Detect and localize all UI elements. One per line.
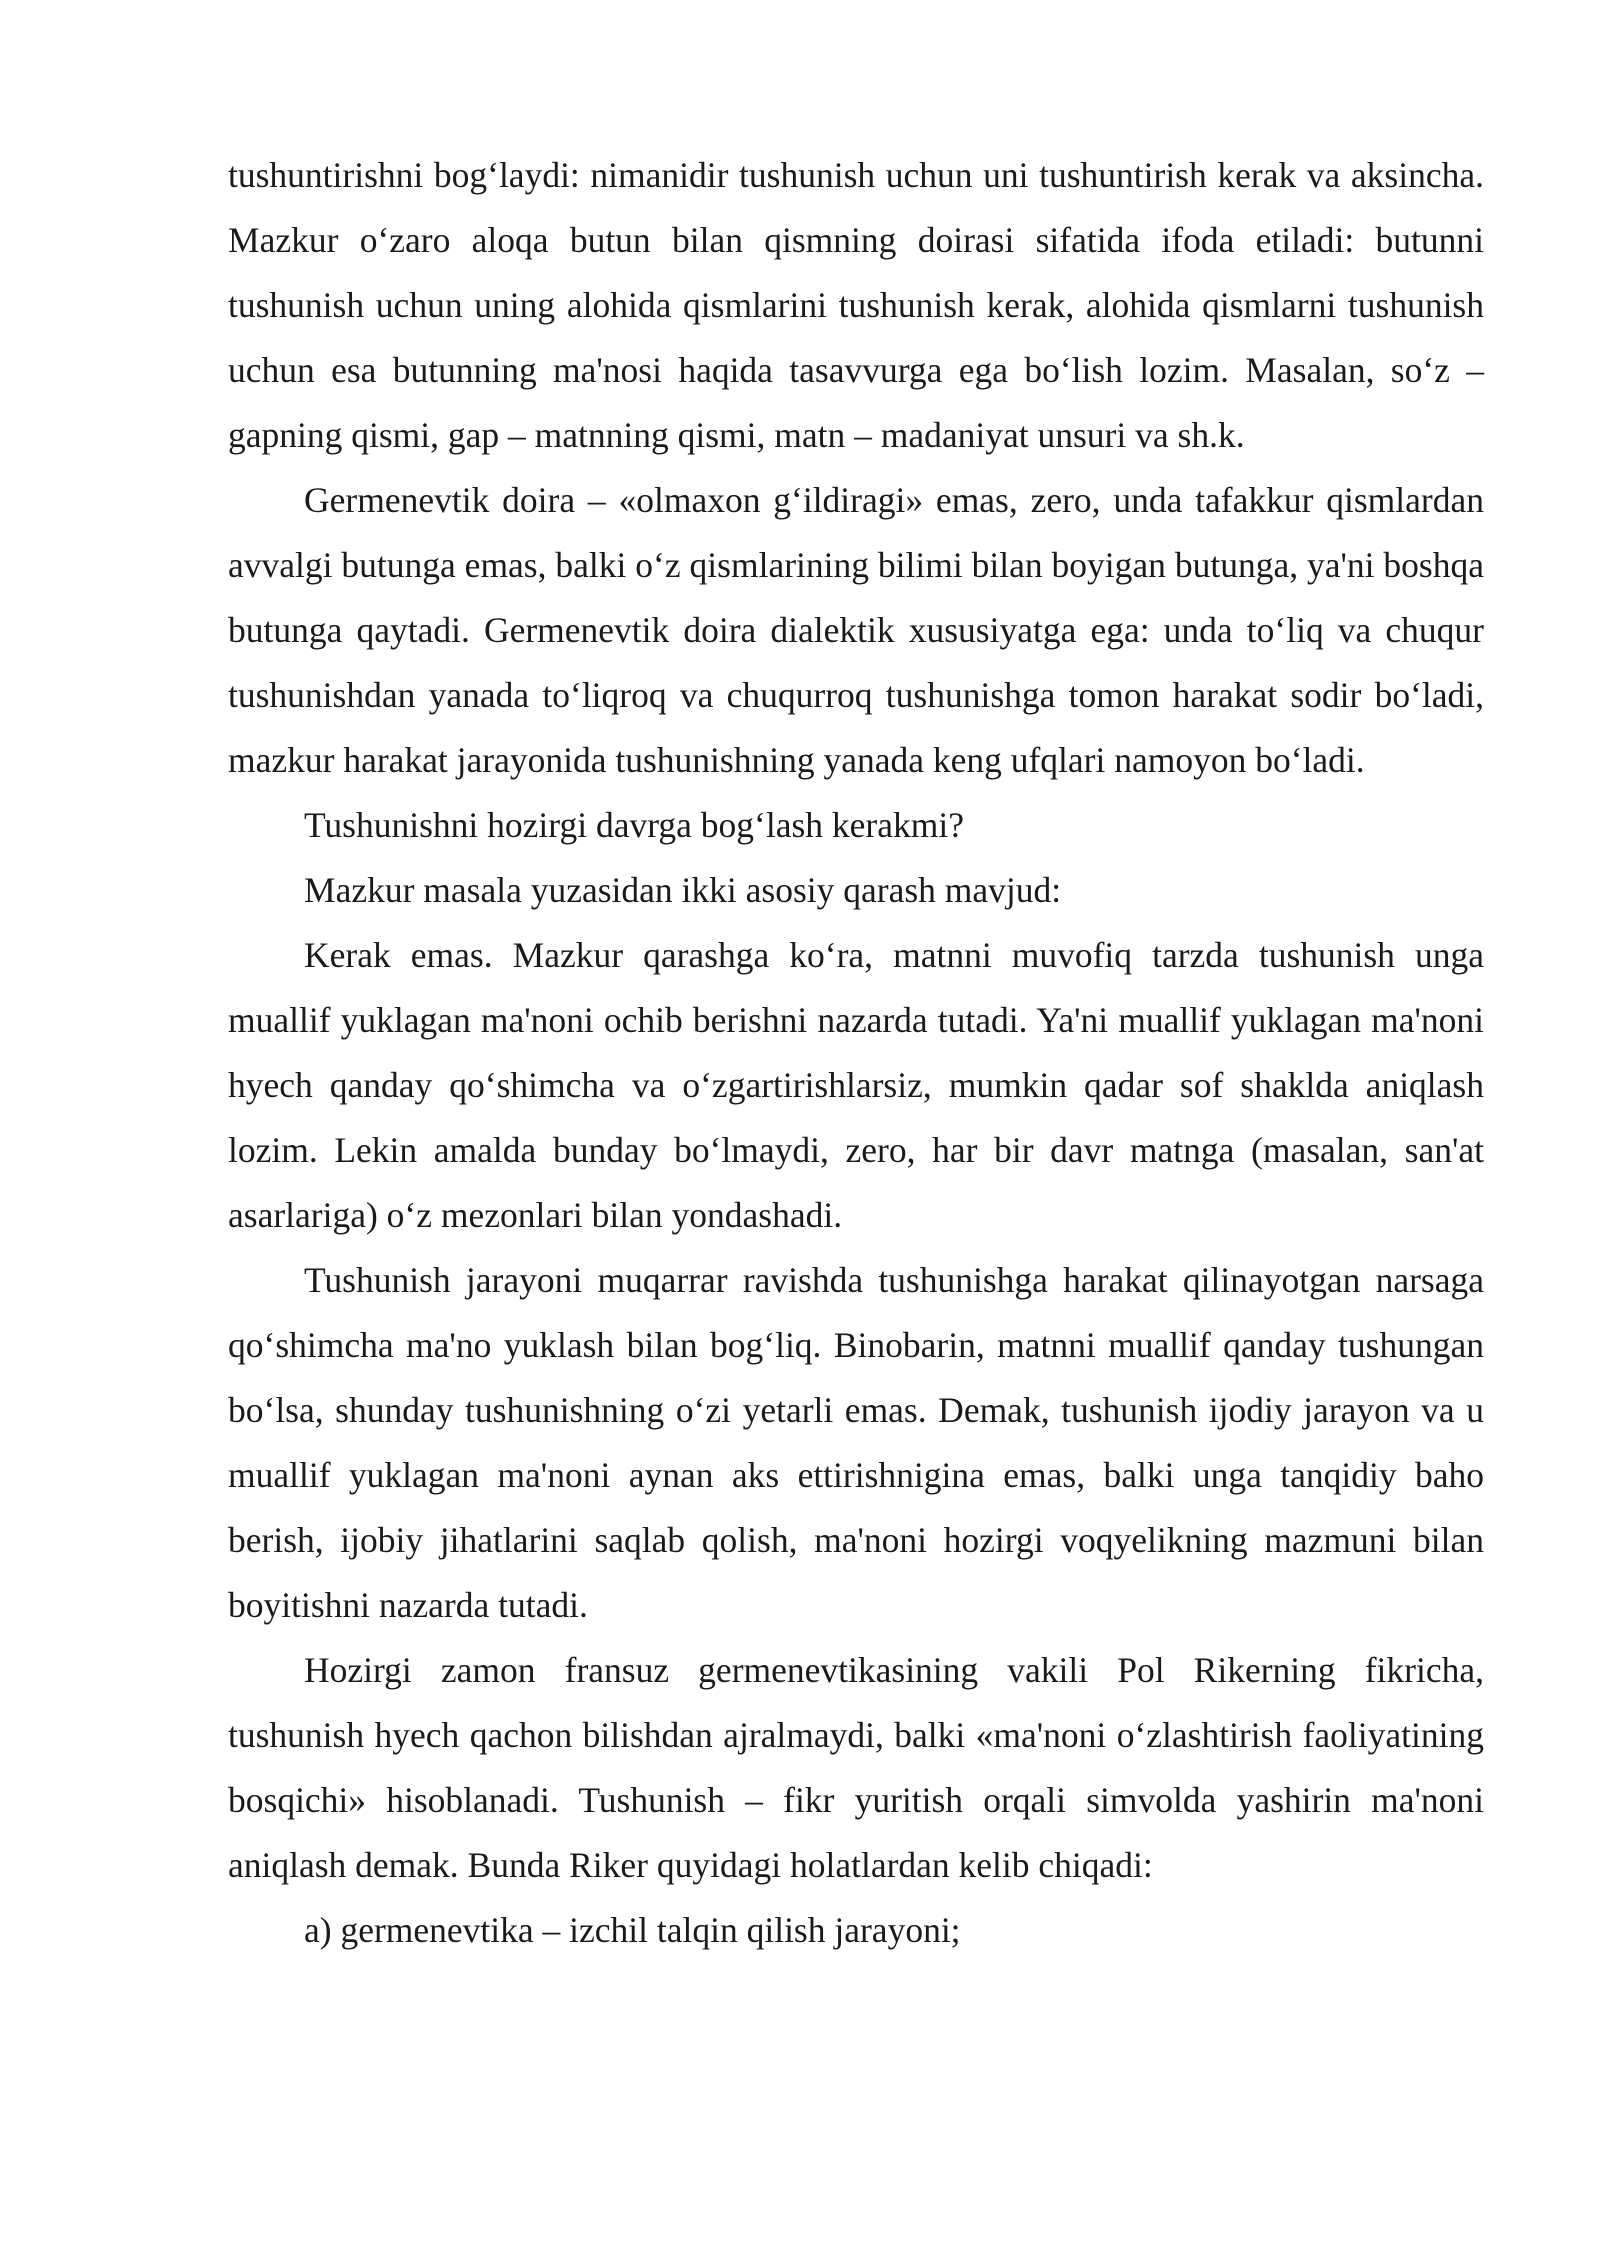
paragraph-question: Tushunishni hozirgi davrga bog‘lash kerakmi? xyxy=(304,805,964,845)
paragraph-continuation: tushuntirishni bog‘laydi: nimanidir tushunish uchun uni tushuntirish kerak va aksincha. Mazkur o‘zaro aloqa butun bilan qismning doirasi sifatida ifoda etiladi: butunni tushunish uchun uning alohida qismlarini tushunish kerak, alohida qismlarni tushunish uchun esa butunning ma'nosi haqida tasavvurga ega bo‘lish lozim. Masalan, so‘z – gapning qismi, gap – matnning qismi, matn – madaniyat unsuri va sh.k. xyxy=(228,155,1484,455)
paragraph-two-views: Mazkur masala yuzasidan ikki asosiy qarash mavjud: xyxy=(304,870,1062,910)
text-body xyxy=(228,143,1484,1963)
paragraph-hermeneutic-circle: Germenevtik doira – «olmaxon g‘ildiragi» emas, zero, unda tafakkur qismlardan avvalgi butunga emas, balki o‘z qismlarining bilimi bilan boyigan butunga, ya'ni boshqa butunga qaytadi. Germenevtik doira dialektik xususiyatga ega: unda to‘liq va chuqur tushunishdan yanada to‘liqroq va chuqurroq tushunishga tomon harakat sodir bo‘ladi, mazkur harakat jarayonida tushunishning yanada keng ufqlari namoyon bo‘ladi. xyxy=(228,480,1484,780)
paragraph-not-needed: Kerak emas. Mazkur qarashga ko‘ra, matnni muvofiq tarzda tushunish unga muallif yuklagan ma'noni ochib berishni nazarda tutadi. Ya'ni muallif yuklagan ma'noni hyech qanday qo‘shimcha va o‘zgartirishlarsiz, mumkin qadar sof shaklda aniqlash lozim. Lekin amalda bunday bo‘lmaydi, zero, har bir davr matnga (masalan, san'at asarlariga) o‘z mezonlari bilan yondashadi. xyxy=(228,935,1484,1235)
paragraph-ricoeur: Hozirgi zamon fransuz germenevtikasining vakili Pol Rikerning fikricha, tushunish hyech qachon bilishdan ajralmaydi, balki «ma'noni o‘zlashtirish faoliyatining bosqichi» hisoblanadi. Tushunish – fikr yuritish orqali simvolda yashirin ma'noni aniqlash demak. Bunda Riker quyidagi holatlardan kelib chiqadi: xyxy=(228,1650,1484,1885)
paragraph-list-item-a: a) germenevtika – izchil talqin qilish jarayoni; xyxy=(304,1910,961,1950)
paragraph-understanding-process: Tushunish jarayoni muqarrar ravishda tushunishga harakat qilinayotgan narsaga qo‘shimcha ma'no yuklash bilan bog‘liq. Binobarin, matnni muallif qanday tushungan bo‘lsa, shunday tushunishning o‘zi yetarli emas. Demak, tushunish ijodiy jarayon va u muallif yuklagan ma'noni aynan aks ettirishnigina emas, balki unga tanqidiy baho berish, ijobiy jihatlarini saqlab qolish, ma'noni hozirgi voqyelikning mazmuni bilan boyitishni nazarda tutadi. xyxy=(228,1260,1484,1625)
